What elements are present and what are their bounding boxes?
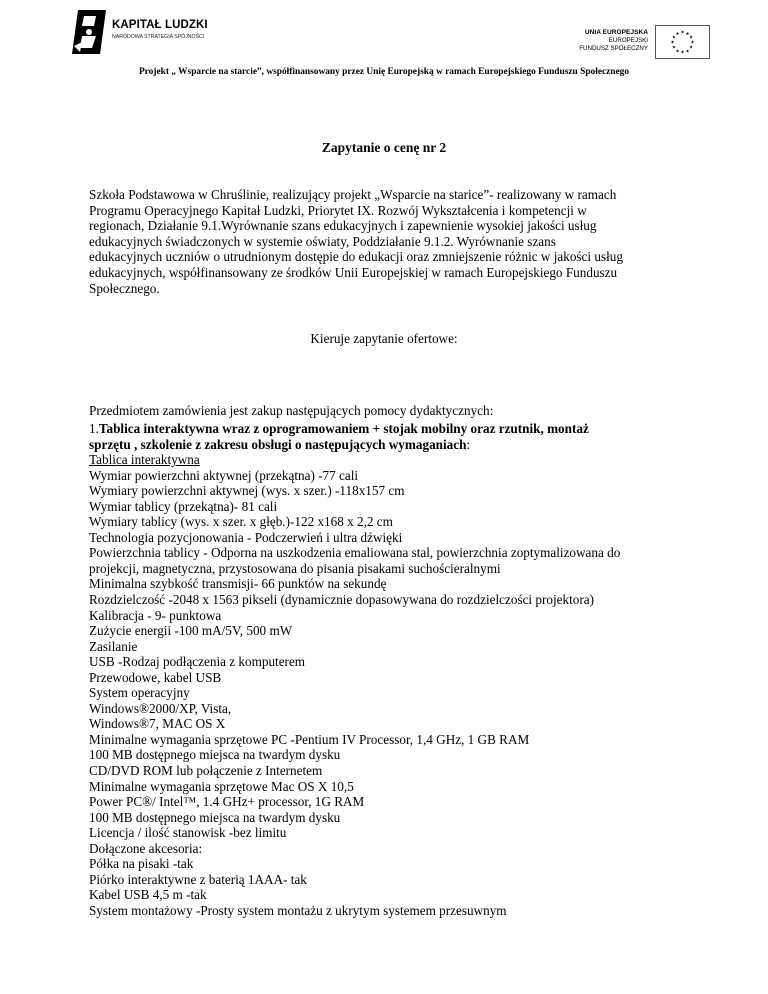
eu-star-icon: ★ bbox=[689, 44, 694, 50]
kapital-ludzki-emblem-icon bbox=[70, 6, 110, 58]
spec-line: Power PC®/ Intel™, 1.4 GHz+ processor, 1G RAM bbox=[89, 794, 365, 810]
spec-line: Minimalne wymagania sprzętowe PC -Pentium IV Processor, 1,4 GHz, 1 GB RAM bbox=[89, 731, 530, 747]
eu-line-1: UNIA EUROPEJSKA bbox=[584, 29, 648, 36]
spec-line: System montażowy -Prosty system montażu z ukrytym systemem przesuwnym bbox=[89, 902, 507, 918]
eu-line-3: FUNDUSZ SPOŁECZNY bbox=[579, 45, 648, 52]
spec-line: 100 MB dostępnego miejsca na twardym dysku bbox=[89, 809, 341, 825]
eu-star-icon: ★ bbox=[680, 49, 685, 55]
project-line: Projekt „ Wsparcie na starcie”, współfinansowany przez Unię Europejską w ramach Europejskiego Funduszu Społecznego bbox=[138, 67, 630, 77]
intro-line: regionach, Działanie 9.1.Wyrównanie szans edukacyjnych i zapewnienie wysokiej jakości usług bbox=[89, 218, 597, 234]
item-heading-line-1 bbox=[89, 421, 709, 437]
intro-line: Szkoła Podstawowa w Chruślinie, realizujący projekt „Wsparcie na starice”- realizowany w ramach bbox=[89, 187, 617, 202]
spec-line: CD/DVD ROM lub połączenie z Internetem bbox=[89, 763, 323, 779]
spec-line: Windows®2000/XP, Vista, bbox=[89, 700, 232, 716]
intro-paragraph bbox=[89, 187, 689, 296]
eu-star-icon: ★ bbox=[675, 48, 680, 54]
kapital-ludzki-logo bbox=[70, 6, 220, 58]
eu-star-icon: ★ bbox=[671, 34, 676, 40]
spec-line: Wymiar tablicy (przekątna)- 81 cali bbox=[89, 498, 278, 514]
eu-star-icon: ★ bbox=[680, 29, 685, 35]
eu-logo bbox=[560, 25, 710, 61]
spec-line: Dołączone akcesoria: bbox=[89, 840, 203, 856]
spec-line: Rozdzielczość -2048 x 1563 pikseli (dynamicznie dopasowywana do rozdzielczości projektora) bbox=[89, 592, 594, 608]
spec-line: Przewodowe, kabel USB bbox=[89, 669, 222, 685]
kapital-ludzki-subtitle: NARODOWA STRATEGIA SPÓJNOŚCI bbox=[112, 34, 205, 40]
spec-line: Wymiar powierzchni aktywnej (przekątna) -77 cali bbox=[89, 467, 359, 483]
item-specification bbox=[89, 421, 709, 919]
spec-line: Kabel USB 4,5 m -tak bbox=[89, 887, 207, 903]
spec-line: projekcji, magnetyczna, przystosowana do pisania pisakami suchościeralnymi bbox=[89, 560, 501, 576]
subject-line: Przedmiotem zamówienia jest zakup następujących pomocy dydaktycznych: bbox=[89, 403, 494, 418]
spec-line: Kalibracja - 9- punktowa bbox=[89, 607, 222, 623]
section-label: Tablica interaktywna bbox=[89, 452, 200, 468]
eu-logo-text bbox=[579, 29, 648, 53]
eu-line-2: EUROPEJSKI bbox=[608, 37, 648, 44]
spec-line: Zasilanie bbox=[89, 638, 138, 654]
item-heading-text-2: sprzętu , szkolenie z zakresu obsługi o następujących wymaganiach bbox=[89, 436, 467, 452]
intro-line: Programu Operacyjnego Kapitał Ludzki, Priorytet IX. Rozwój Wykształcenia i kompetencji w bbox=[89, 202, 587, 218]
item-number: 1. bbox=[89, 421, 99, 436]
item-heading-line-2 bbox=[89, 437, 709, 453]
eu-star-icon: ★ bbox=[685, 30, 690, 36]
eu-star-icon: ★ bbox=[690, 39, 695, 45]
kapital-ludzki-title: KAPITAŁ LUDZKI bbox=[112, 19, 208, 31]
spec-line: 100 MB dostępnego miejsca na twardym dysku bbox=[89, 747, 341, 763]
spec-line: Piórko interaktywne z baterią 1AAA- tak bbox=[89, 871, 307, 887]
eu-star-icon: ★ bbox=[685, 48, 690, 54]
spec-line: Powierzchnia tablicy - Odporna na uszkodzenia emaliowana stal, powierzchnia zoptymalizowana do bbox=[89, 545, 621, 561]
item-heading-colon: : bbox=[466, 436, 471, 452]
spec-list bbox=[89, 468, 709, 919]
spec-line: USB -Rodzaj podłączenia z komputerem bbox=[89, 654, 306, 670]
spec-line: Windows®7, MAC OS X bbox=[89, 716, 226, 732]
spec-line: Licencja / ilość stanowisk -bez limitu bbox=[89, 825, 287, 841]
request-line: Kieruje zapytanie ofertowe: bbox=[310, 331, 458, 346]
spec-line: Technologia pozycjonowania - Podczerwień i ultra dźwięki bbox=[89, 529, 403, 545]
spec-line: Wymiary tablicy (wys. x szer. x głęb.)-122 x168 x 2,2 cm bbox=[89, 514, 393, 530]
spec-line: System operacyjny bbox=[89, 685, 190, 701]
spec-line: Zużycie energii -100 mA/5V, 500 mW bbox=[89, 623, 293, 639]
eu-star-icon: ★ bbox=[689, 34, 694, 40]
eu-flag-icon bbox=[655, 25, 710, 59]
intro-line: Społecznego. bbox=[89, 280, 160, 296]
item-heading-text-1: Tablica interaktywna wraz z oprogramowaniem + stojak mobilny oraz rzutnik, montaż bbox=[98, 421, 589, 436]
spec-line: Półka na pisaki -tak bbox=[89, 856, 194, 872]
intro-line: edukacyjnych uczniów o utrudnionym dostępie do edukacji oraz zmniejszenie różnic w jakości usług bbox=[89, 249, 623, 265]
spec-line: Minimalne wymagania sprzętowe Mac OS X 10,5 bbox=[89, 778, 354, 794]
eu-star-icon: ★ bbox=[675, 30, 680, 36]
eu-star-icon: ★ bbox=[670, 39, 675, 45]
eu-star-icon: ★ bbox=[671, 44, 676, 50]
intro-line: edukacyjnych świadczonych w systemie oświaty, Poddziałanie 9.1.2. Wyrównanie szans bbox=[89, 233, 556, 249]
intro-line: edukacyjnych, współfinansowany ze środków Unii Europejskiej w ramach Europejskiego Funduszu bbox=[89, 264, 618, 280]
spec-line: Minimalna szybkość transmisji- 66 punktów na sekundę bbox=[89, 576, 387, 592]
document-title: Zapytanie o cenę nr 2 bbox=[321, 140, 447, 155]
spec-line: Wymiary powierzchni aktywnej (wys. x szer.) -118x157 cm bbox=[89, 483, 405, 499]
